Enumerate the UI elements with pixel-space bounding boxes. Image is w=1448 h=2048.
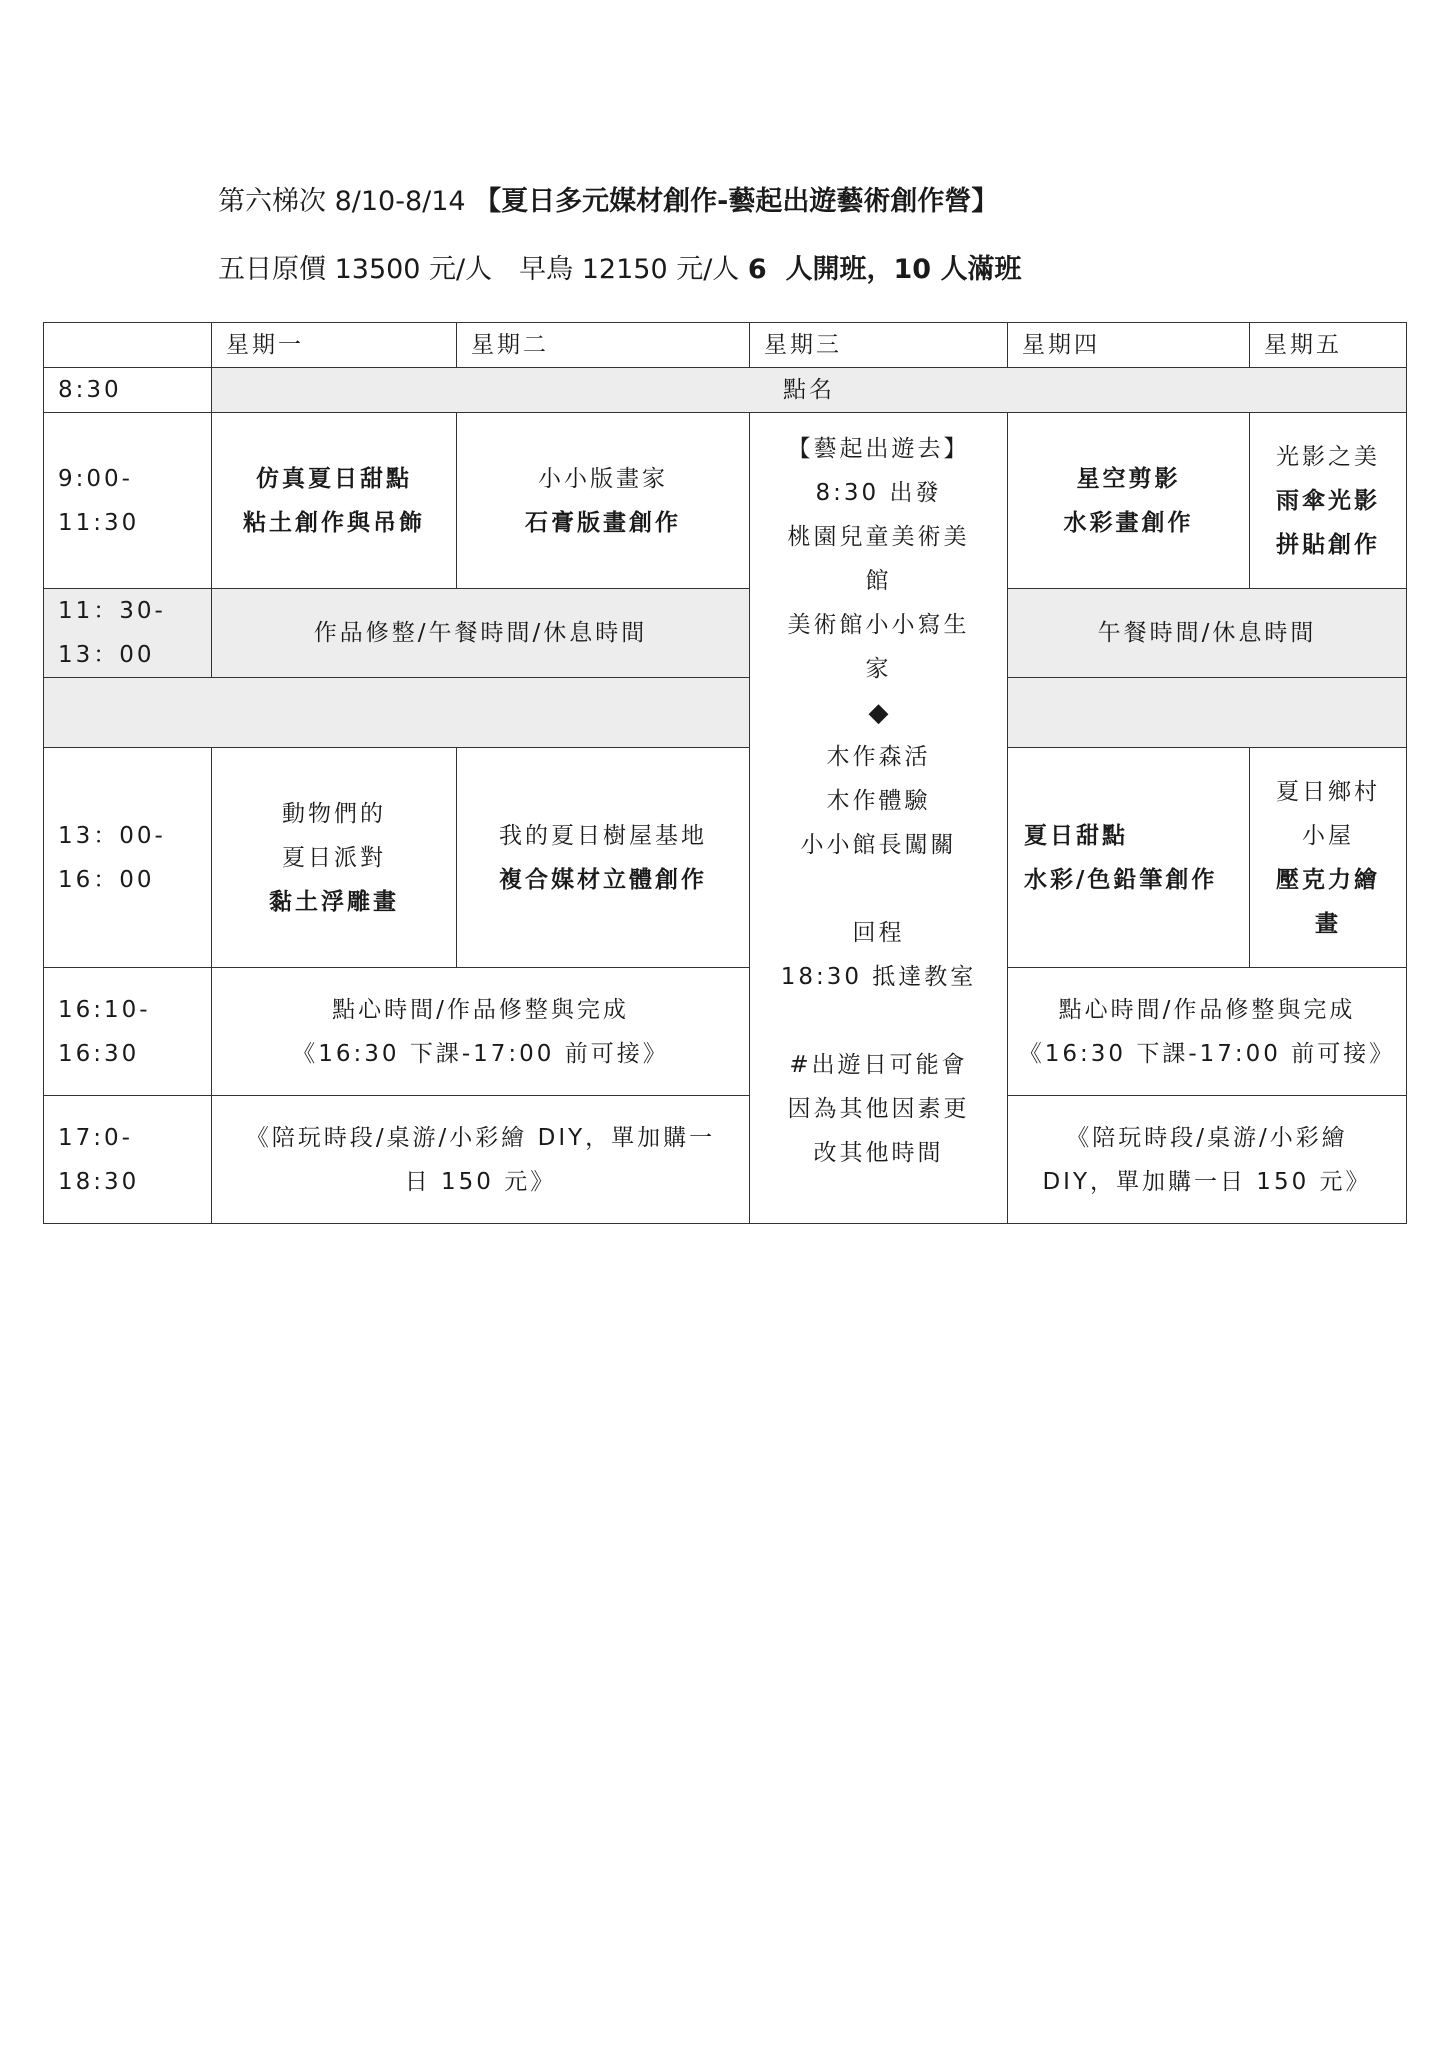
time-0900: 9:00-11:30 bbox=[44, 413, 212, 589]
snack-line: 《16:30 下課-17:00 前可接》 bbox=[292, 1040, 669, 1067]
extended-line: DIY，單加購一日 150 元》 bbox=[1042, 1168, 1372, 1195]
price-prefix: 五日原價 13500 元/人 早鳥 12150 元/人 bbox=[218, 254, 748, 285]
wed-line: 美術館小小寫生 bbox=[787, 612, 970, 638]
activity-line: 拼貼創作 bbox=[1276, 531, 1380, 558]
spacer bbox=[758, 867, 999, 911]
activity-line: 雨傘光影 bbox=[1276, 487, 1380, 514]
activity-line: 動物們的 bbox=[282, 800, 386, 827]
time-1700: 17:0-18:30 bbox=[44, 1096, 212, 1224]
spacer bbox=[758, 999, 999, 1043]
tue-morning-activity bbox=[457, 413, 750, 589]
fri-afternoon-activity bbox=[1250, 748, 1407, 968]
activity-line: 壓克力繪 bbox=[1276, 866, 1380, 893]
time-line: 16:30 bbox=[58, 1040, 140, 1067]
time-line: 11：30- bbox=[58, 598, 166, 624]
separator-row bbox=[44, 678, 1407, 748]
activity-line: 光影之美 bbox=[1276, 443, 1380, 470]
row-1300 bbox=[44, 748, 1407, 968]
time-1300 bbox=[44, 748, 212, 968]
row-0900 bbox=[44, 413, 1407, 589]
activity-line: 黏土浮雕畫 bbox=[269, 888, 399, 915]
separator-left bbox=[44, 678, 750, 748]
tue-afternoon-activity bbox=[457, 748, 750, 968]
day-header-tue: 星期二 bbox=[457, 323, 750, 368]
time-line: 16:10- bbox=[58, 996, 151, 1023]
row-1610 bbox=[44, 968, 1407, 1096]
wed-line: 木作體驗 bbox=[826, 788, 931, 814]
time-1130 bbox=[44, 589, 212, 678]
title-main: 【夏日多元媒材創作-藝起出遊藝術創作營】 bbox=[474, 186, 999, 217]
thu-afternoon-activity bbox=[1008, 748, 1250, 968]
row-0830 bbox=[44, 368, 1407, 413]
day-header-row bbox=[44, 323, 1407, 368]
thu-morning-activity bbox=[1008, 413, 1250, 589]
wed-line: 館 bbox=[865, 568, 892, 594]
activity-line: 畫 bbox=[1315, 910, 1341, 937]
mon-tue-lunch: 作品修整/午餐時間/休息時間 bbox=[212, 589, 750, 678]
activity-line: 石膏版畫創作 bbox=[525, 509, 681, 536]
day-header-mon: 星期一 bbox=[212, 323, 457, 368]
activity-line: 夏日鄉村 bbox=[1276, 778, 1380, 805]
activity-line: 夏日甜點 bbox=[1024, 822, 1128, 849]
activity-line: 小小版畫家 bbox=[538, 465, 668, 492]
thu-fri-snack bbox=[1008, 968, 1407, 1096]
wed-line: 18:30 抵達教室 bbox=[780, 964, 977, 990]
extended-line: 日 150 元》 bbox=[404, 1168, 557, 1195]
mon-tue-snack bbox=[212, 968, 750, 1096]
activity-line: 夏日派對 bbox=[282, 844, 386, 871]
thu-fri-extended bbox=[1008, 1096, 1407, 1224]
activity-line: 複合媒材立體創作 bbox=[499, 866, 707, 893]
corner-cell bbox=[44, 323, 212, 368]
fri-morning-activity bbox=[1250, 413, 1407, 589]
wed-line: 桃園兒童美術美 bbox=[787, 524, 970, 550]
snack-line: 《16:30 下課-17:00 前可接》 bbox=[1018, 1040, 1396, 1067]
activity-line: 水彩/色鉛筆創作 bbox=[1024, 866, 1218, 893]
activity-line: 水彩畫創作 bbox=[1063, 509, 1194, 536]
schedule-title bbox=[218, 182, 1368, 222]
wed-line: 小小館長闖關 bbox=[800, 832, 957, 858]
row-1130 bbox=[44, 589, 1407, 678]
thu-fri-lunch: 午餐時間/休息時間 bbox=[1008, 589, 1407, 678]
activity-line: 仿真夏日甜點 bbox=[256, 465, 412, 492]
mon-tue-extended bbox=[212, 1096, 750, 1224]
wed-note-line: #出遊日可能會 bbox=[789, 1052, 968, 1078]
wed-line: 8:30 出發 bbox=[815, 480, 942, 506]
time-line: 13：00- bbox=[58, 822, 166, 849]
schedule-table bbox=[43, 322, 1407, 1224]
title-prefix: 第六梯次 8/10-8/14 bbox=[218, 186, 475, 217]
activity-line: 小屋 bbox=[1302, 822, 1354, 849]
snack-line: 點心時間/作品修整與完成 bbox=[1058, 996, 1356, 1023]
extended-line: 《陪玩時段/桌游/小彩繪 bbox=[1066, 1124, 1348, 1151]
time-0830: 8:30 bbox=[44, 368, 212, 413]
day-header-fri: 星期五 bbox=[1250, 323, 1407, 368]
activity-line: 我的夏日樹屋基地 bbox=[499, 822, 707, 849]
roll-call-cell: 點名 bbox=[212, 368, 1407, 413]
wed-line: 木作森活 bbox=[826, 744, 931, 770]
row-1700 bbox=[44, 1096, 1407, 1224]
extended-line: 《陪玩時段/桌游/小彩繪 DIY，單加購一 bbox=[245, 1124, 716, 1151]
wed-note-line: 改其他時間 bbox=[813, 1140, 944, 1166]
diamond-icon: ◆ bbox=[868, 698, 889, 728]
mon-morning-activity bbox=[212, 413, 457, 589]
wed-line: 回程 bbox=[852, 920, 905, 946]
wed-line: 家 bbox=[865, 656, 892, 682]
price-line bbox=[218, 250, 1368, 290]
wed-line: 【藝起出遊去】 bbox=[787, 436, 970, 462]
day-header-wed: 星期三 bbox=[750, 323, 1008, 368]
time-line: 13：00 bbox=[58, 642, 155, 668]
activity-line: 粘土創作與吊飾 bbox=[243, 509, 425, 536]
wed-outing-cell bbox=[750, 413, 1008, 1224]
snack-line: 點心時間/作品修整與完成 bbox=[332, 996, 629, 1023]
mon-afternoon-activity bbox=[212, 748, 457, 968]
wed-note-line: 因為其他因素更 bbox=[787, 1096, 970, 1122]
time-line: 16：00 bbox=[58, 866, 155, 893]
time-1610 bbox=[44, 968, 212, 1096]
separator-right bbox=[1008, 678, 1407, 748]
activity-line: 星空剪影 bbox=[1076, 465, 1181, 492]
day-header-thu: 星期四 bbox=[1008, 323, 1250, 368]
class-size: 6 人開班，10 人滿班 bbox=[747, 254, 1022, 285]
